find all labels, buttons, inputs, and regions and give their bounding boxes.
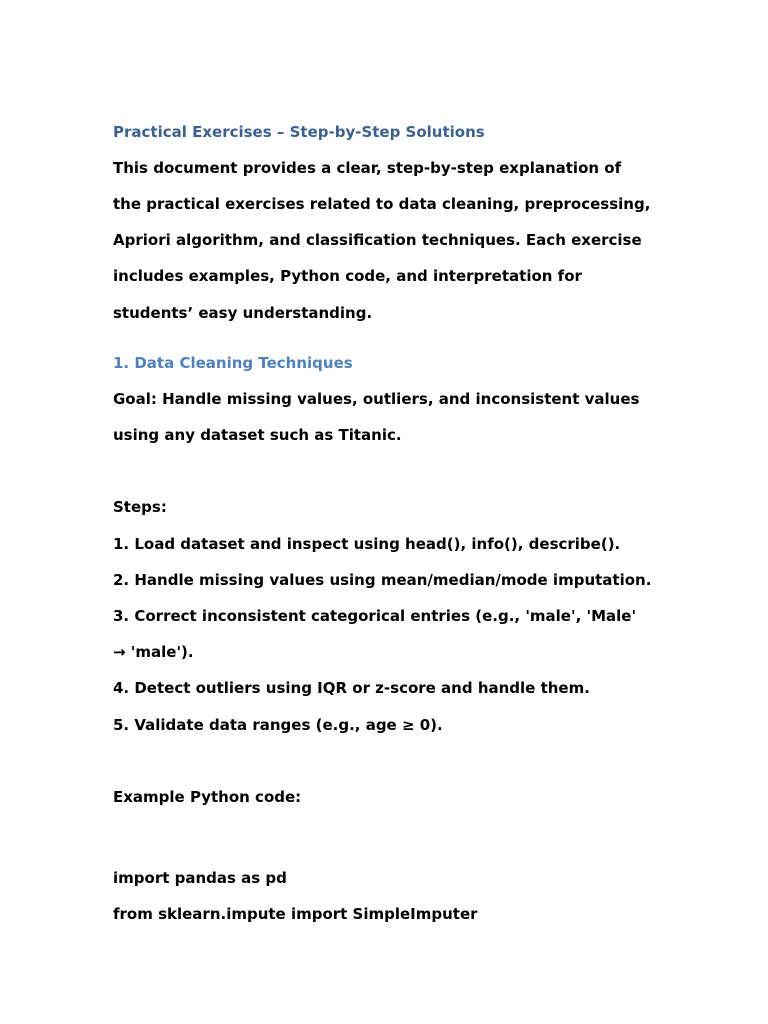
goal-line: using any dataset such as Titanic.: [113, 426, 402, 444]
section-heading: 1. Data Cleaning Techniques: [113, 354, 353, 372]
step-line: 2. Handle missing values using mean/median/mode imputation.: [113, 571, 652, 589]
code-line: import pandas as pd: [113, 869, 287, 887]
goal-line: Goal: Handle missing values, outliers, and inconsistent values: [113, 390, 640, 408]
intro-line: includes examples, Python code, and interpretation for: [113, 267, 582, 285]
step-line: 3. Correct inconsistent categorical entries (e.g., 'male', 'Male': [113, 607, 637, 625]
step-line: 5. Validate data ranges (e.g., age ≥ 0).: [113, 716, 443, 734]
intro-line: This document provides a clear, step-by-step explanation of: [113, 159, 622, 177]
code-label: Example Python code:: [113, 788, 302, 806]
intro-line: the practical exercises related to data cleaning, preprocessing,: [113, 195, 651, 213]
step-line: 4. Detect outliers using IQR or z-score and handle them.: [113, 679, 590, 697]
step-line: 1. Load dataset and inspect using head(), info(), describe().: [113, 535, 621, 553]
intro-line: Apriori algorithm, and classification techniques. Each exercise: [113, 231, 642, 249]
intro-line: students’ easy understanding.: [113, 304, 373, 322]
document-title: Practical Exercises – Step-by-Step Solutions: [113, 123, 485, 141]
code-line: from sklearn.impute import SimpleImputer: [113, 905, 478, 923]
steps-label: Steps:: [113, 498, 167, 516]
step-line: → 'male').: [113, 643, 194, 661]
